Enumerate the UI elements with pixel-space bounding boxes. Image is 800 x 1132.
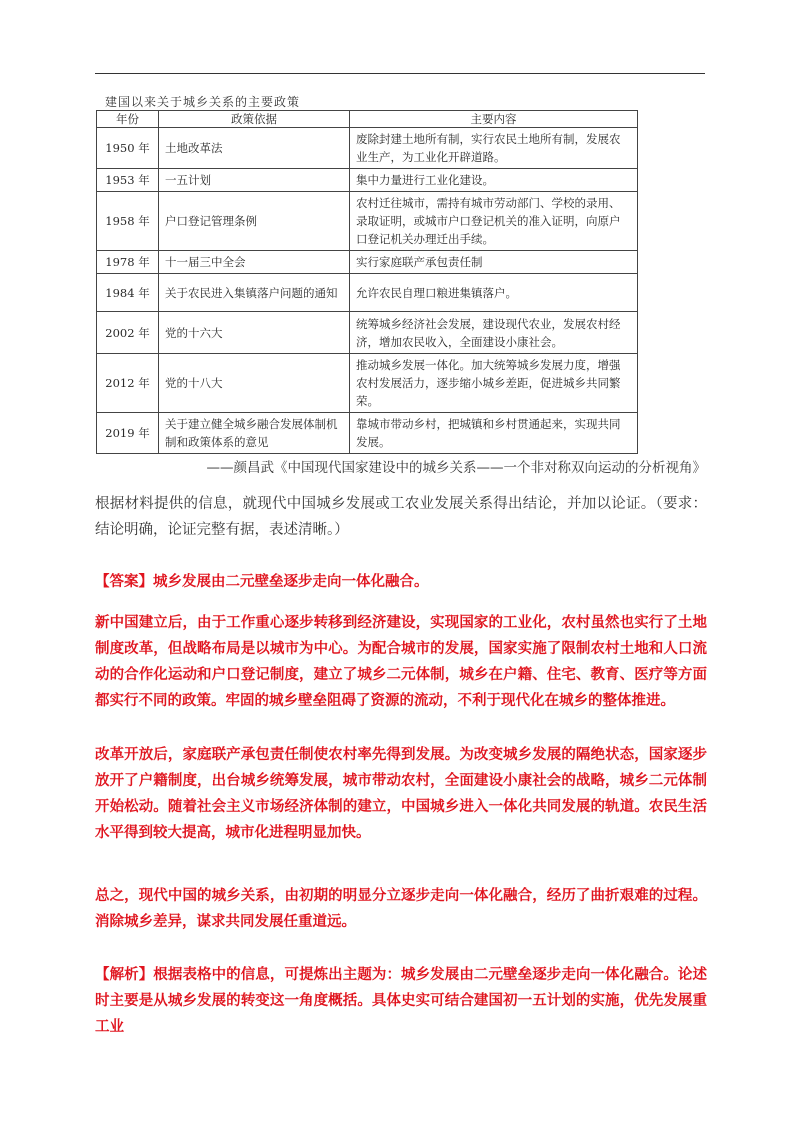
- cell-year: 2019 年: [97, 413, 159, 454]
- policy-table: [96, 110, 638, 454]
- cell-year: 1950 年: [97, 128, 159, 169]
- cell-content: 农村迁往城市，需持有城市劳动部门、学校的录用、录取证明，或城市户口登记机关的准入证明，向原户口登记机关办理迁出手续。: [350, 192, 638, 251]
- answer-paragraph-2: 改革开放后，家庭联产承包责任制使农村率先得到发展。为改变城乡发展的隔绝状态，国家逐步放开了户籍制度，出台城乡统筹发展，城市带动农村，全面建设小康社会的战略，城乡二元体制开始松动。随着社会主义市场经济体制的建立，中国城乡进入一体化共同发展的轨道。农民生活水平得到较大提高，城市化进程明显加快。: [95, 746, 707, 841]
- table-row: [97, 128, 638, 169]
- table-caption: 建国以来关于城乡关系的主要政策: [105, 95, 301, 109]
- cell-year: 1953 年: [97, 169, 159, 192]
- cell-content: 废除封建土地所有制，实行农民土地所有制，发展农业生产，为工业化开辟道路。: [350, 128, 638, 169]
- answer-thesis: [95, 569, 707, 595]
- answer-thesis-text: 城乡发展由二元壁垒逐步走向一体化融合。: [153, 573, 429, 590]
- header-content: 主要内容: [350, 111, 638, 128]
- cell-policy: 土地改革法: [159, 128, 350, 169]
- question-text: 根据材料提供的信息，就现代中国城乡发展或工农业发展关系得出结论，并加以论证。（要求：结论明确，论证完整有据，表述清晰。）: [95, 496, 707, 538]
- cell-content: 靠城市带动乡村，把城镇和乡村贯通起来，实现共同发展。: [350, 413, 638, 454]
- table-row: [97, 192, 638, 251]
- header-rule: [95, 73, 705, 74]
- header-year: 年份: [97, 111, 159, 128]
- analysis: [95, 962, 707, 1040]
- answer-paragraph-1: 新中国建立后，由于工作重心逐步转移到经济建设，实现国家的工业化，农村虽然也实行了土地制度改革，但战略布局是以城市为中心。为配合城市的发展，国家实施了限制农村土地和人口流动的合作化运动和户口登记制度，建立了城乡二元体制，城乡在户籍、住宅、教育、医疗等方面都实行不同的政策。牢固的城乡壁垒阻碍了资源的流动，不利于现代化在城乡的整体推进。: [95, 614, 707, 709]
- cell-year: 1984 年: [97, 274, 159, 312]
- analysis-text: 根据表格中的信息，可提炼出主题为：城乡发展由二元壁垒逐步走向一体化融合。论述时主要是从城乡发展的转变这一角度概括。具体史实可结合建国初一五计划的实施，优先发展重工业: [95, 966, 708, 1035]
- answer-tag: 【答案】: [95, 573, 153, 590]
- cell-content: 统筹城乡经济社会发展，建设现代农业，发展农村经济，增加农民收入，全面建设小康社会。: [350, 312, 638, 354]
- cell-year: 1978 年: [97, 251, 159, 274]
- cell-policy: 户口登记管理条例: [159, 192, 350, 251]
- cell-policy: 党的十六大: [159, 312, 350, 354]
- cell-content: 集中力量进行工业化建设。: [350, 169, 638, 192]
- cell-policy: 十一届三中全会: [159, 251, 350, 274]
- header-policy: 政策依据: [159, 111, 350, 128]
- citation: ——颜昌武《中国现代国家建设中的城乡关系——一个非对称双向运动的分析视角》: [206, 460, 706, 476]
- cell-year: 2002 年: [97, 312, 159, 354]
- cell-content: 推动城乡发展一体化。加大统筹城乡发展力度，增强农村发展活力，逐步缩小城乡差距，促进城乡共同繁荣。: [350, 354, 638, 413]
- cell-year: 1958 年: [97, 192, 159, 251]
- cell-policy: 关于农民进入集镇落户问题的通知: [159, 274, 350, 312]
- table-row: [97, 354, 638, 413]
- cell-policy: 党的十八大: [159, 354, 350, 413]
- answer-paragraph-3: 总之，现代中国的城乡关系，由初期的明显分立逐步走向一体化融合，经历了曲折艰难的过程。消除城乡差异，谋求共同发展任重道远。: [95, 887, 707, 930]
- table-header-row: [97, 111, 638, 128]
- cell-policy: 一五计划: [159, 169, 350, 192]
- cell-year: 2012 年: [97, 354, 159, 413]
- table-row: [97, 169, 638, 192]
- cell-content: 允许农民自理口粮进集镇落户。: [350, 274, 638, 312]
- table-row: [97, 312, 638, 354]
- cell-content: 实行家庭联产承包责任制: [350, 251, 638, 274]
- cell-policy: 关于建立健全城乡融合发展体制机制和政策体系的意见: [159, 413, 350, 454]
- table-row: [97, 251, 638, 274]
- table-row: [97, 274, 638, 312]
- analysis-tag: 【解析】: [95, 966, 154, 983]
- table-row: [97, 413, 638, 454]
